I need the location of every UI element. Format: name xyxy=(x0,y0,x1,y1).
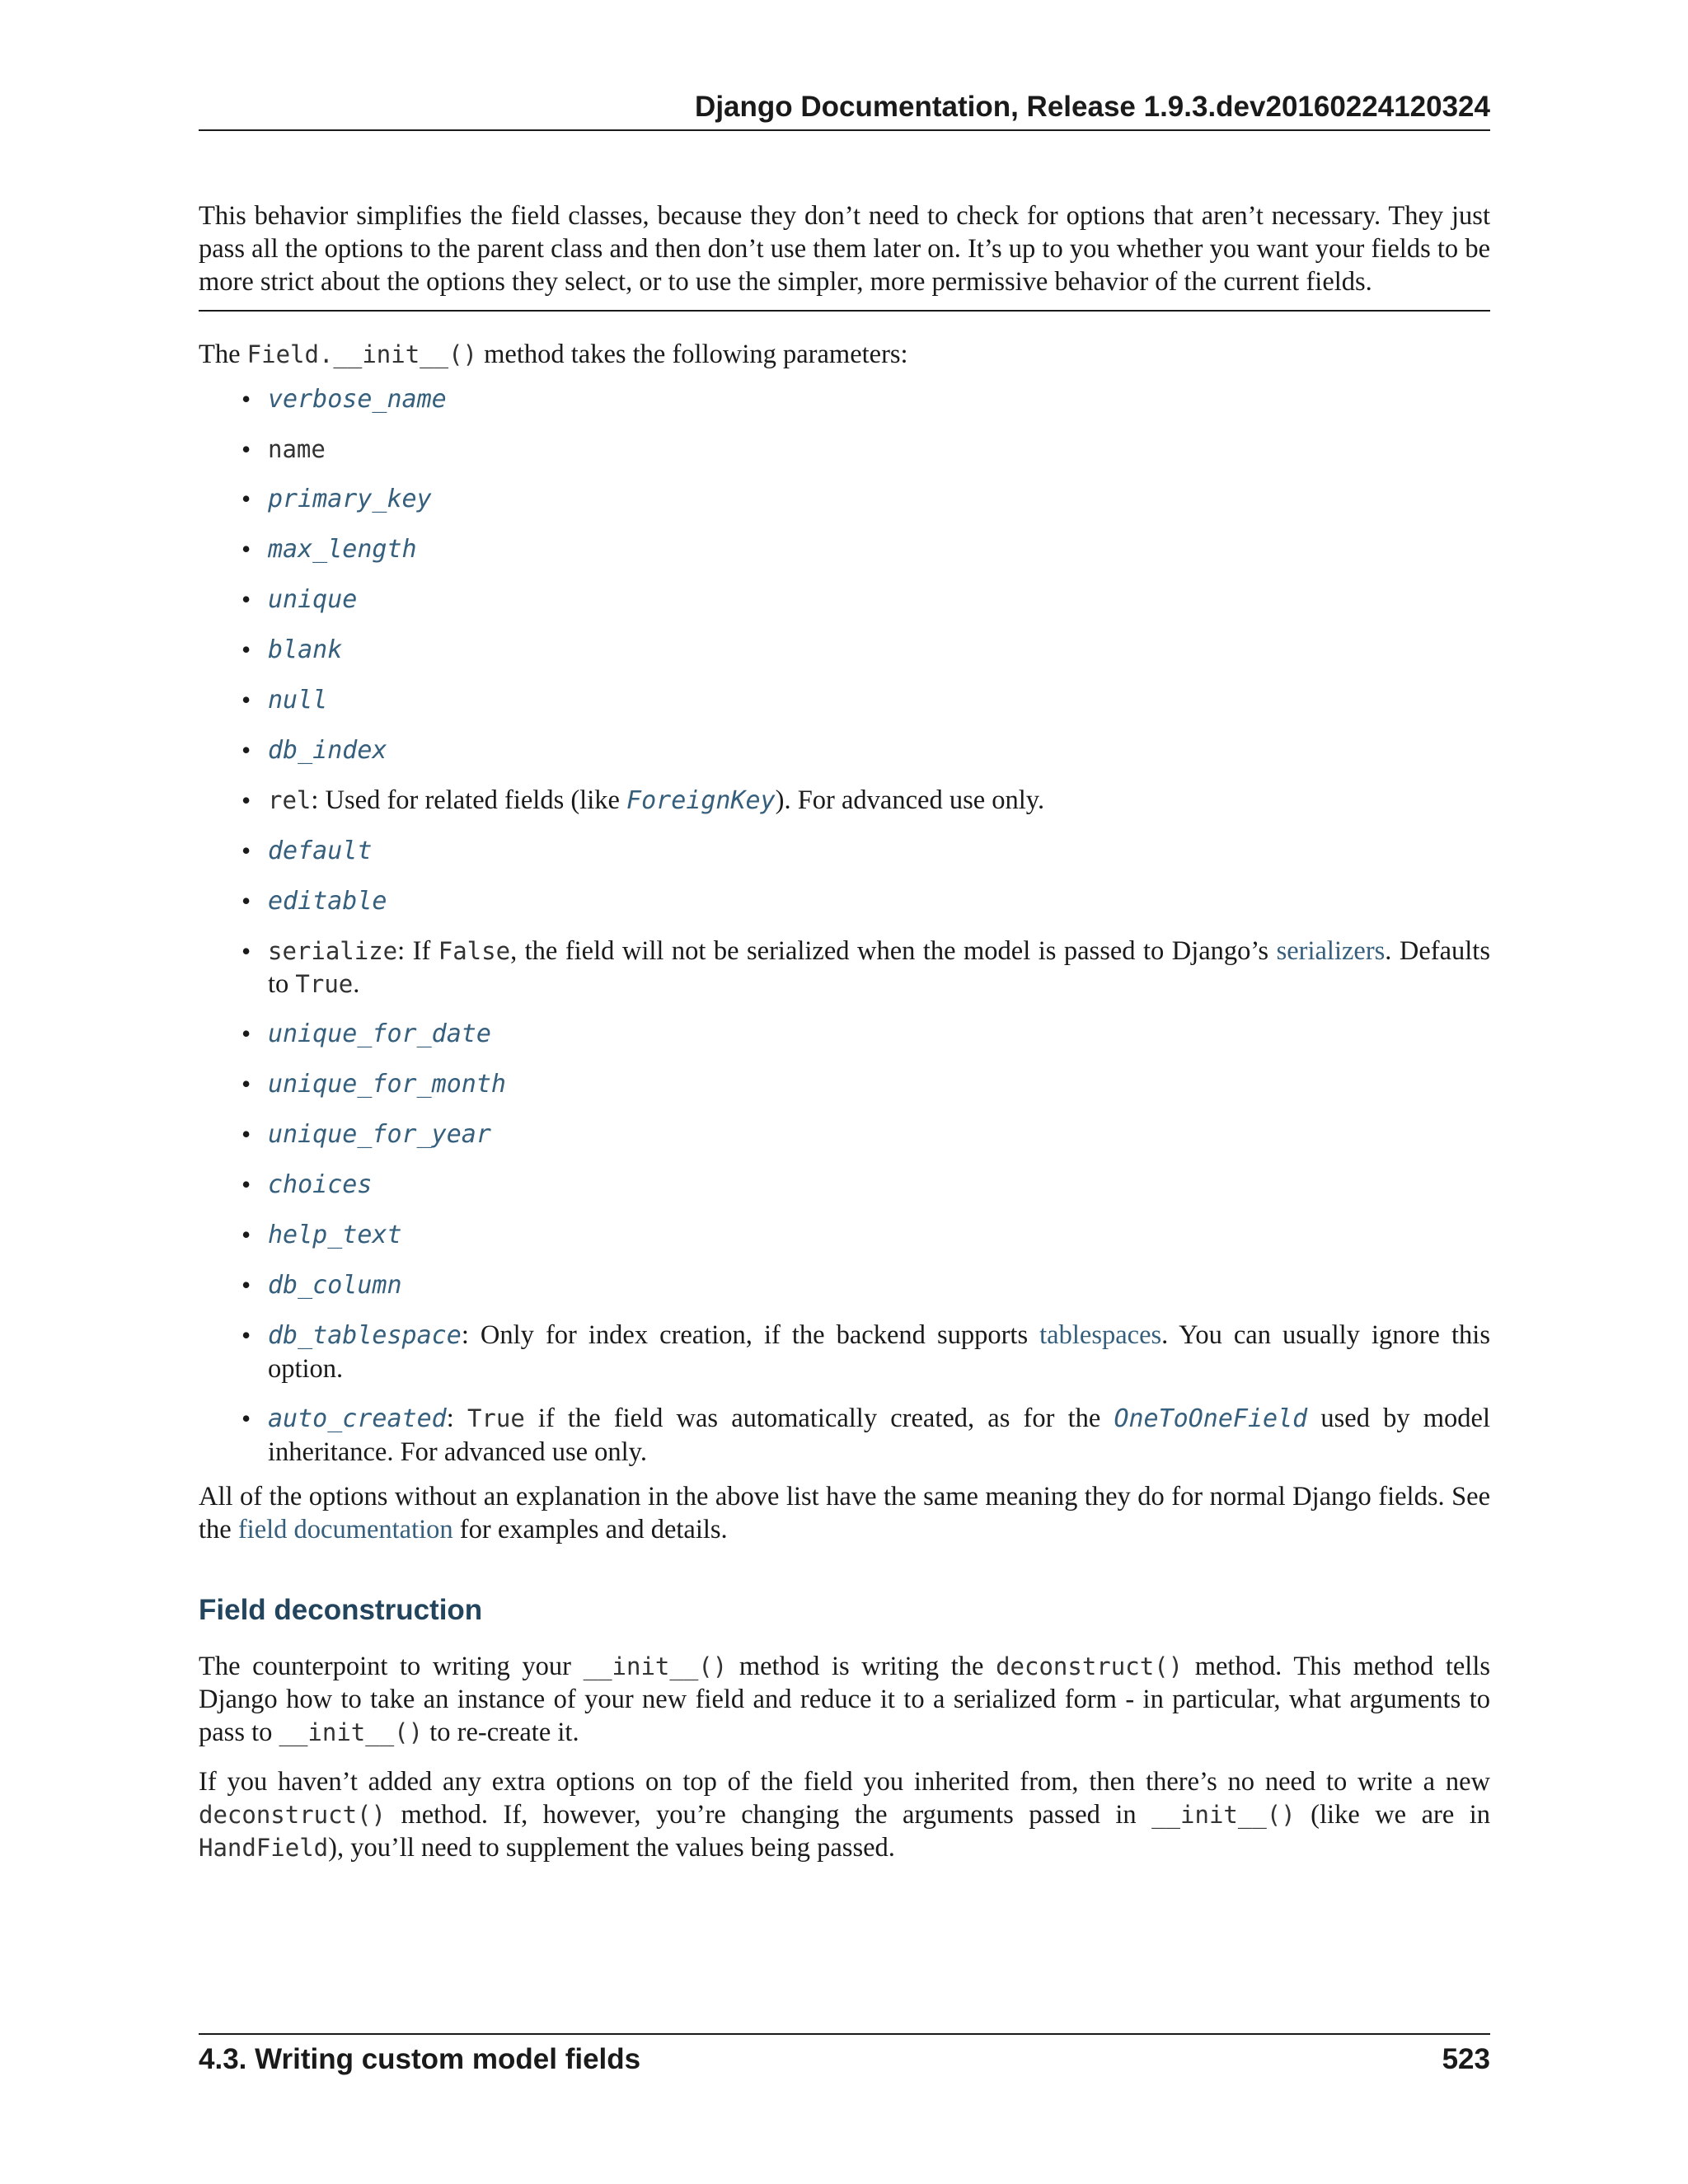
footer-section-title: 4.3. Writing custom model fields xyxy=(199,2043,641,2075)
list-item-serialize xyxy=(241,935,1490,1001)
init-code: __init__() xyxy=(279,1718,424,1746)
para2-text-3: (like we are in xyxy=(1295,1800,1490,1830)
page-number: 523 xyxy=(1442,2043,1490,2075)
parameter-list xyxy=(199,382,1490,1469)
rel-code: rel xyxy=(268,786,312,814)
bullet: • xyxy=(241,484,251,513)
para2-text: If you haven’t added any extra options on top of the field you inherited from, then there’s no need to write a new xyxy=(199,1767,1490,1797)
init-code: __init__() xyxy=(1151,1801,1296,1829)
foreignkey-link[interactable]: ForeignKey xyxy=(626,786,776,815)
db-tablespace-link[interactable]: db_tablespace xyxy=(268,1321,462,1350)
bullet: • xyxy=(241,1169,251,1199)
unique-for-month-link[interactable]: unique_for_month xyxy=(268,1070,506,1099)
bullet: • xyxy=(241,635,251,664)
editable-link[interactable]: editable xyxy=(268,887,387,916)
bullet: • xyxy=(241,1019,251,1048)
serialize-code: serialize xyxy=(268,937,398,965)
note-block xyxy=(199,199,1490,312)
choices-link[interactable]: choices xyxy=(268,1170,373,1199)
deconstruct-code: deconstruct() xyxy=(199,1801,386,1829)
bullet: • xyxy=(241,1320,251,1350)
deconstruct-code: deconstruct() xyxy=(996,1652,1184,1680)
para1-text: The counterpoint to writing your xyxy=(199,1652,584,1681)
true-code: True xyxy=(467,1404,525,1432)
unique-for-year-link[interactable]: unique_for_year xyxy=(268,1120,491,1149)
true-code: True xyxy=(295,970,354,998)
para1-text-2: method is writing the xyxy=(727,1652,996,1681)
init-code: __init__() xyxy=(583,1652,728,1680)
list-item-verbose-name xyxy=(241,382,1490,416)
intro-code: Field.__init__() xyxy=(246,340,478,368)
max-length-link[interactable]: max_length xyxy=(268,535,417,564)
list-item-default xyxy=(241,834,1490,868)
bullet: • xyxy=(241,534,251,564)
intro-text: The xyxy=(199,340,247,369)
list-item-editable xyxy=(241,884,1490,918)
deconstruct-paragraph-1 xyxy=(199,1650,1490,1749)
para1-text-4: to re-create it. xyxy=(423,1718,579,1747)
after-list-text: All of the options without an explanation in the above list have the same meaning they do for normal Django fields. See the xyxy=(199,1482,1490,1544)
deconstruct-paragraph-2 xyxy=(199,1765,1490,1864)
para1-text-3: method. This method tells Django how to take an instance of your new field and reduce it to a serialized form - in particular, what arguments to pass to xyxy=(199,1652,1491,1747)
rel-text-end: ). For advanced use only. xyxy=(775,785,1045,815)
note-rule xyxy=(199,310,1490,312)
bullet: • xyxy=(241,1069,251,1099)
bullet: • xyxy=(241,384,251,414)
serialize-text-2: , the field will not be serialized when the model is passed to Django’s xyxy=(510,936,1277,966)
bullet: • xyxy=(241,1270,251,1300)
db-tablespace-text-2: . You can usually ignore this option. xyxy=(268,1320,1490,1384)
name-code: name xyxy=(268,435,326,463)
auto-created-text-2: if the field was automatically created, as for the xyxy=(524,1404,1114,1433)
help-text-link[interactable]: help_text xyxy=(268,1221,402,1249)
list-item-db-column xyxy=(241,1268,1490,1302)
header-rule xyxy=(199,129,1490,131)
para2-text-4: ), you’ll need to supplement the values being passed. xyxy=(328,1833,895,1863)
list-item-rel xyxy=(241,784,1490,818)
serialize-text-4: . xyxy=(353,969,360,999)
bullet: • xyxy=(241,836,251,865)
bullet: • xyxy=(241,434,251,464)
serialize-text: : If xyxy=(397,936,438,966)
bullet: • xyxy=(241,584,251,614)
list-item-db-index xyxy=(241,733,1490,767)
page-content xyxy=(199,199,1490,1864)
auto-created-text-3: used by model inheritance. For advanced use only. xyxy=(268,1404,1491,1467)
field-documentation-link[interactable]: field documentation xyxy=(237,1515,453,1544)
bullet: • xyxy=(241,1404,251,1433)
para2-text-2: method. If, however, you’re changing the arguments passed in xyxy=(385,1800,1152,1830)
running-header: Django Documentation, Release 1.9.3.dev20160224120324 xyxy=(695,91,1490,123)
list-item-unique xyxy=(241,583,1490,616)
list-item-unique-for-year xyxy=(241,1118,1490,1151)
serializers-link[interactable]: serializers xyxy=(1276,936,1386,966)
tablespaces-link[interactable]: tablespaces xyxy=(1039,1320,1162,1350)
bullet: • xyxy=(241,886,251,916)
list-item-unique-for-month xyxy=(241,1067,1490,1101)
list-item-auto-created xyxy=(241,1402,1491,1469)
auto-created-link[interactable]: auto_created xyxy=(268,1404,447,1433)
list-item-choices xyxy=(241,1168,1490,1202)
unique-for-date-link[interactable]: unique_for_date xyxy=(268,1019,491,1048)
onetoonefield-link[interactable]: OneToOneField xyxy=(1114,1404,1308,1433)
handfield-code: HandField xyxy=(199,1834,329,1862)
bullet: • xyxy=(241,735,251,765)
list-item-help-text xyxy=(241,1218,1490,1252)
intro-paragraph xyxy=(199,338,1490,371)
db-tablespace-text: : Only for index creation, if the backend supports xyxy=(461,1320,1040,1350)
verbose-name-link[interactable]: verbose_name xyxy=(268,385,447,414)
list-item-db-tablespace xyxy=(241,1319,1490,1385)
after-list-paragraph xyxy=(199,1480,1490,1546)
primary-key-link[interactable]: primary_key xyxy=(268,485,432,513)
intro-text-end: method takes the following parameters: xyxy=(477,340,908,369)
bullet: • xyxy=(241,685,251,715)
db-column-link[interactable]: db_column xyxy=(268,1271,402,1300)
default-link[interactable]: default xyxy=(268,837,373,865)
list-item-max-length xyxy=(241,532,1490,566)
bullet: • xyxy=(241,785,251,815)
list-item-name xyxy=(241,433,1490,466)
serialize-text-3: . Defaults to xyxy=(268,936,1490,999)
rel-text: : Used for related fields (like xyxy=(311,785,627,815)
unique-link[interactable]: unique xyxy=(268,585,358,614)
list-item-blank xyxy=(241,633,1490,667)
paragraph-gap xyxy=(199,1749,1490,1765)
running-footer xyxy=(199,2041,1490,2079)
after-list-text-end: for examples and details. xyxy=(452,1515,728,1544)
auto-created-text: : xyxy=(446,1404,467,1433)
bullet: • xyxy=(241,1119,251,1149)
footer-rule xyxy=(199,2033,1490,2035)
false-code: False xyxy=(438,937,511,965)
list-item-null xyxy=(241,683,1490,717)
list-item-unique-for-date xyxy=(241,1017,1490,1051)
bullet: • xyxy=(241,1220,251,1249)
bullet: • xyxy=(241,936,251,966)
note-text: This behavior simplifies the field classes, because they don’t need to check for options that aren’t necessary. They just pass all the options to the parent class and then don’t use them later on. It’s up to you whether you want your fields to be more strict about the options they select, or to use the simpler, more permissive behavior of the current fields. xyxy=(199,201,1490,297)
section-heading: Field deconstruction xyxy=(199,1594,483,1626)
db-index-link[interactable]: db_index xyxy=(268,736,387,765)
null-link[interactable]: null xyxy=(268,686,328,715)
blank-link[interactable]: blank xyxy=(268,635,343,664)
list-item-primary-key xyxy=(241,482,1490,516)
